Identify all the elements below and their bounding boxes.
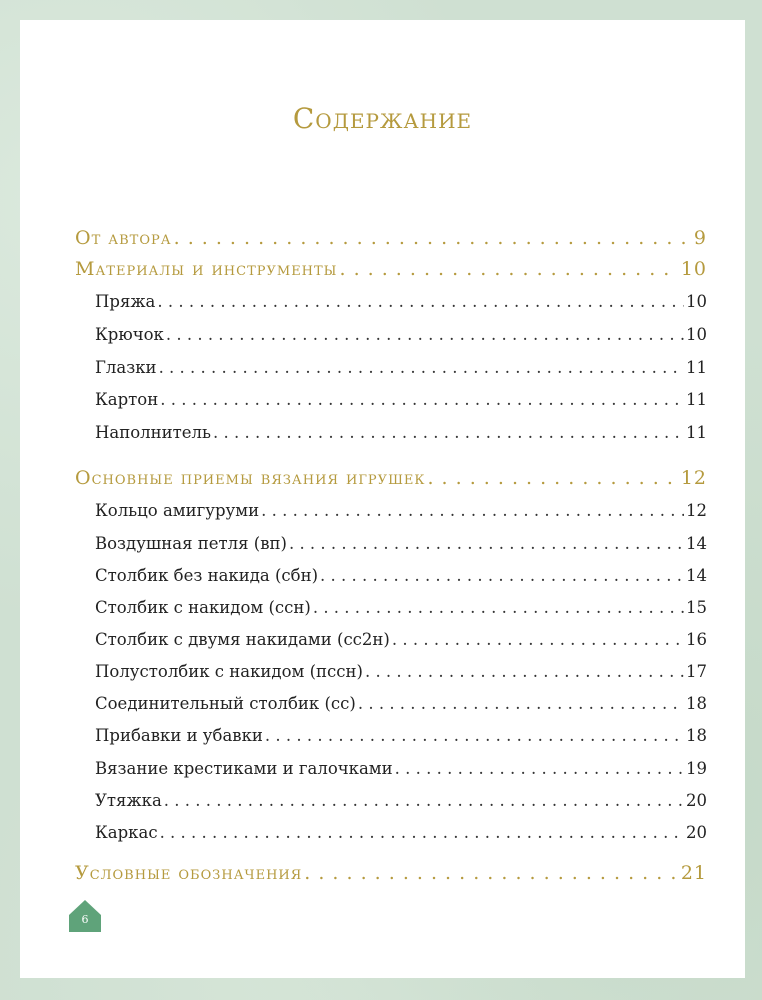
toc-item[interactable] — [95, 534, 707, 553]
toc-leader — [392, 630, 684, 649]
toc-leader — [164, 791, 684, 810]
toc-leader — [320, 566, 684, 585]
toc-leader — [358, 694, 684, 713]
toc-item[interactable] — [95, 566, 707, 585]
toc-item[interactable] — [95, 501, 707, 520]
toc-label: Воздушная петля (вп) — [95, 534, 287, 553]
toc-label: От автора — [75, 227, 172, 249]
toc-item[interactable] — [95, 694, 707, 713]
toc-label: Столбик с накидом (ссн) — [95, 598, 311, 617]
toc-item[interactable] — [95, 791, 707, 810]
toc-leader — [261, 501, 684, 520]
toc-item[interactable] — [95, 759, 707, 778]
toc-leader — [304, 862, 679, 884]
toc-page: 20 — [686, 823, 707, 842]
toc-label: Материалы и инструменты — [75, 258, 338, 280]
toc-label: Столбик без накида (сбн) — [95, 566, 319, 585]
toc-item[interactable] — [95, 325, 707, 344]
toc-item[interactable] — [95, 598, 707, 617]
toc-page: 11 — [686, 358, 707, 377]
book-page — [20, 20, 745, 978]
toc-item[interactable] — [95, 292, 707, 311]
toc-label: Столбик с двумя накидами (сс2н) — [95, 630, 390, 649]
toc-section-basic-techniques[interactable] — [75, 467, 707, 489]
toc-page: 17 — [686, 662, 707, 681]
toc-label: Глазки — [95, 358, 157, 377]
toc-leader — [427, 467, 678, 489]
toc-label: Наполнитель — [95, 423, 211, 442]
toc-label: Полустолбик с накидом (пссн) — [95, 662, 363, 681]
toc-leader — [159, 358, 684, 377]
toc-label: Каркас — [95, 823, 158, 842]
toc-item[interactable] — [95, 823, 707, 842]
toc-page: 10 — [686, 292, 707, 311]
toc-item[interactable] — [95, 358, 707, 377]
toc-leader — [365, 662, 684, 681]
toc-label: Вязание крестиками и галочками — [95, 759, 393, 778]
toc-leader — [265, 726, 684, 745]
toc-leader — [339, 258, 678, 280]
toc-leader — [174, 227, 692, 249]
page-title: Содержание — [292, 102, 473, 135]
toc-page: 15 — [686, 598, 707, 617]
toc-label: Утяжка — [95, 791, 162, 810]
toc-leader — [157, 292, 684, 311]
toc-section-from-author[interactable] — [75, 227, 707, 249]
toc-page: 12 — [680, 467, 707, 489]
toc-label: Пряжа — [95, 292, 156, 311]
toc-leader — [160, 823, 684, 842]
toc-leader — [213, 423, 684, 442]
toc-page: 10 — [686, 325, 707, 344]
toc-label: Прибавки и убавки — [95, 726, 263, 745]
toc-page: 19 — [686, 759, 707, 778]
toc-item[interactable] — [95, 423, 707, 442]
toc-page: 21 — [680, 862, 707, 884]
toc-page: 16 — [686, 630, 707, 649]
toc-page: 12 — [686, 501, 707, 520]
toc-label: Основные приемы вязания игрушек — [75, 467, 426, 489]
toc-page: 20 — [686, 791, 707, 810]
toc-label: Кольцо амигуруми — [95, 501, 260, 520]
toc-leader — [395, 759, 684, 778]
toc-item[interactable] — [95, 726, 707, 745]
toc-label: Крючок — [95, 325, 164, 344]
toc-section-materials[interactable] — [75, 258, 707, 280]
toc-item[interactable] — [95, 662, 707, 681]
toc-page: 9 — [693, 227, 707, 249]
toc-page: 18 — [686, 726, 707, 745]
toc-leader — [313, 598, 684, 617]
toc-label: Условные обозначения — [75, 862, 303, 884]
toc-leader — [160, 390, 684, 409]
page-number: 6 — [81, 913, 89, 926]
toc-section-legend[interactable] — [75, 862, 707, 884]
toc-leader — [289, 534, 684, 553]
toc-label: Картон — [95, 390, 159, 409]
toc-label: Соединительный столбик (сс) — [95, 694, 356, 713]
toc-page: 18 — [686, 694, 707, 713]
toc-page: 10 — [680, 258, 707, 280]
toc-page: 14 — [686, 534, 707, 553]
toc-page: 11 — [686, 423, 707, 442]
toc-item[interactable] — [95, 630, 707, 649]
toc-item[interactable] — [95, 390, 707, 409]
page-number-badge — [67, 898, 103, 934]
toc-leader — [166, 325, 684, 344]
toc-page: 11 — [686, 390, 707, 409]
toc-page: 14 — [686, 566, 707, 585]
